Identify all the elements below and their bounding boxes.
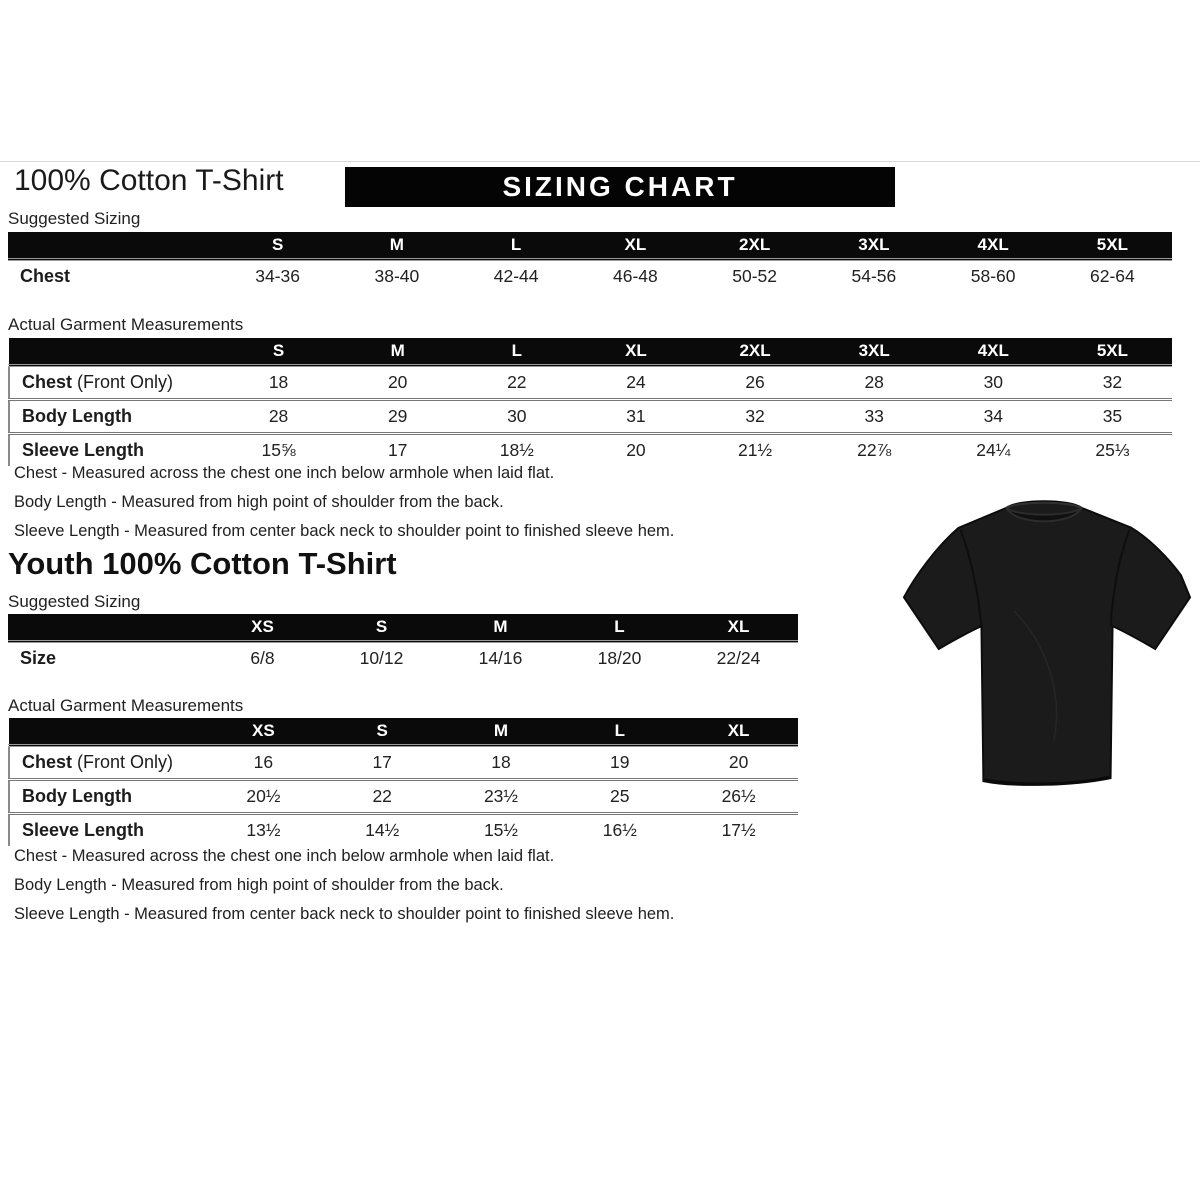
measurement-cell: 14½ [365,820,400,840]
row-label [8,642,203,675]
adult-suggested-table [8,232,1172,292]
measurement-cell: 20 [626,440,646,460]
row-label-text: Sleeve Length [22,440,145,460]
row-label-text: Body Length [22,406,132,426]
measurement-cell: 18½ [499,440,534,460]
size-column-header: S [219,338,338,366]
row-label-text: Size [20,648,57,668]
size-column-header: L [457,338,576,366]
row-label [9,780,204,814]
measurement-cell: 25⅓ [1095,440,1130,460]
row-label-text: Body Length [22,786,132,806]
note-body-length: Body Length - Measured from high point of shoulder from the back. [14,876,504,894]
measurement-cell: 18/20 [597,648,642,668]
adult-actual-table [8,338,1172,466]
youth-measurement-notes [14,842,674,929]
measurement-cell: 62-64 [1089,266,1135,286]
measurement-cell: 22⅞ [857,440,892,460]
size-column-header: S [322,614,441,642]
size-column-header: 3XL [815,338,934,366]
measurement-cell: 25 [610,786,630,806]
tshirt-image [895,490,1193,802]
label-column-spacer [9,338,219,366]
table-row [8,642,798,675]
size-column-header: 5XL [1053,338,1172,366]
measurement-cell: 20 [728,752,749,772]
size-column-header: XL [679,614,798,642]
measurement-cell: 26 [745,372,765,392]
measurement-cell: 32 [1102,372,1123,392]
size-column-header: 3XL [814,232,933,260]
size-column-header: L [457,232,576,260]
measurement-cell: 46-48 [612,266,658,286]
row-label [9,746,204,780]
table-row [9,400,1172,434]
size-column-header: 4XL [934,232,1053,260]
label-column-spacer [8,614,203,642]
row-label-suffix: (Front Only) [72,752,174,772]
size-column-header: M [337,232,456,260]
measurement-cell: 22 [372,786,392,806]
row-label-text: Sleeve Length [22,820,145,840]
measurement-cell: 20½ [246,786,281,806]
row-label [9,366,219,400]
youth-actual-label: Actual Garment Measurements [8,696,244,715]
measurement-cell: 19 [610,752,630,772]
measurement-cell: 23½ [483,786,519,806]
youth-actual-table [8,718,798,846]
youth-page-title: Youth 100% Cotton T-Shirt [8,546,397,581]
measurement-cell: 17½ [721,820,756,840]
measurement-cell: 30 [983,372,1004,392]
size-column-header: XL [576,338,695,366]
measurement-cell: 34 [983,406,1004,426]
measurement-cell: 13½ [246,820,281,840]
adult-actual-label: Actual Garment Measurements [8,315,244,334]
measurement-cell: 50-52 [732,266,777,286]
size-column-header: XS [203,614,322,642]
row-label-text: Chest [22,372,73,392]
label-column-spacer [8,232,218,260]
measurement-cell: 38-40 [374,266,420,286]
table-row [8,260,1172,293]
size-column-header: XS [204,718,323,746]
adult-actual-table-wrap [8,338,1172,466]
measurement-cell: 58-60 [970,266,1016,286]
measurement-cell: 18 [491,752,511,772]
size-column-header: M [338,338,457,366]
adult-suggested-label: Suggested Sizing [8,209,141,228]
measurement-cell: 32 [745,406,765,426]
note-chest: Chest - Measured across the chest one inch below armhole when laid flat. [14,464,555,482]
note-sleeve-length: Sleeve Length - Measured from center back neck to shoulder point to finished sleeve hem. [14,522,675,540]
size-column-header: 2XL [695,232,814,260]
measurement-cell: 30 [507,406,527,426]
size-column-header: S [323,718,442,746]
measurement-cell: 16 [253,752,274,772]
row-label-text: Chest [22,752,73,772]
measurement-cell: 14/16 [478,648,523,668]
measurement-cell: 20 [387,372,408,392]
row-label [8,260,218,293]
youth-suggested-label: Suggested Sizing [8,592,141,611]
measurement-cell: 33 [864,406,884,426]
measurement-cell: 29 [387,406,408,426]
size-column-header: M [441,614,560,642]
measurement-cell: 28 [864,372,884,392]
measurement-cell: 15½ [483,820,519,840]
size-column-header: M [442,718,561,746]
measurement-cell: 17 [387,440,408,460]
label-column-spacer [9,718,204,746]
note-chest: Chest - Measured across the chest one inch below armhole when laid flat. [14,847,555,865]
youth-actual-table-wrap [8,718,798,846]
youth-suggested-table [8,614,798,674]
size-column-header: 2XL [696,338,815,366]
measurement-cell: 28 [268,406,289,426]
size-column-header: XL [679,718,798,746]
size-column-header: S [218,232,337,260]
measurement-cell: 31 [626,406,646,426]
measurement-cell: 42-44 [493,266,539,286]
row-label-suffix: (Front Only) [72,372,174,392]
youth-suggested-table-wrap [8,614,798,674]
measurement-cell: 17 [372,752,392,772]
size-column-header: XL [576,232,695,260]
row-label [9,400,219,434]
measurement-cell: 15⅝ [261,440,296,460]
adult-suggested-table-wrap [8,232,1172,292]
size-column-header: L [560,718,679,746]
table-row [9,746,798,780]
measurement-cell: 6/8 [250,648,275,668]
top-divider [0,161,1200,162]
page-title: 100% Cotton T-Shirt [14,164,284,197]
table-row [9,780,798,814]
adult-measurement-notes [14,459,674,546]
measurement-cell: 24 [626,372,646,392]
table-row [9,366,1172,400]
size-column-header: L [560,614,679,642]
size-column-header: 5XL [1053,232,1172,260]
measurement-cell: 22 [507,372,527,392]
measurement-cell: 16½ [602,820,637,840]
measurement-cell: 21½ [738,440,773,460]
measurement-cell: 34-36 [255,266,300,286]
tshirt-body [904,501,1190,785]
measurement-cell: 24¼ [976,440,1011,460]
measurement-cell: 10/12 [359,648,404,668]
measurement-cell: 54-56 [851,266,897,286]
measurement-cell: 22/24 [716,648,761,668]
measurement-cell: 35 [1102,406,1123,426]
size-column-header: 4XL [934,338,1053,366]
note-body-length: Body Length - Measured from high point of shoulder from the back. [14,493,504,511]
row-label-text: Chest [20,266,71,286]
measurement-cell: 26½ [721,786,756,806]
note-sleeve-length: Sleeve Length - Measured from center back neck to shoulder point to finished sleeve hem. [14,905,675,923]
measurement-cell: 18 [268,372,289,392]
sizing-chart-banner: SIZING CHART [345,167,895,207]
